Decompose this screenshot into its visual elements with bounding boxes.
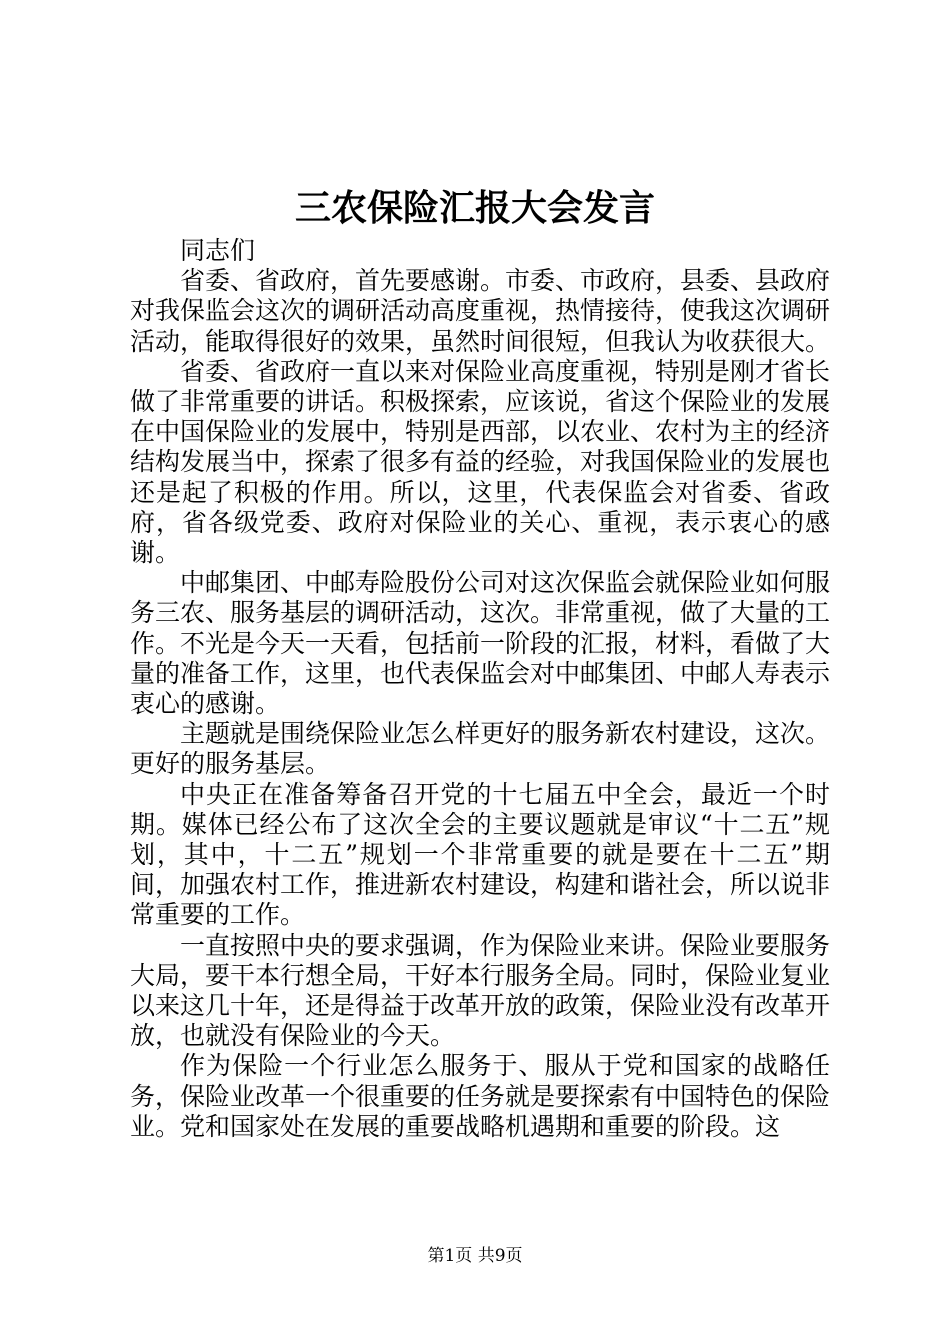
page-number-footer: 第1页 共9页 — [427, 1246, 523, 1266]
paragraph-salutation: 同志们 — [180, 236, 256, 265]
paragraph: 省委、省政府一直以来对保险业高度重视，特别是刚才省长做了非常重要的讲话。积极探索，应该说，省这个保险业的发展在中国保险业的发展中，特别是西部，以农业、农村为主的经济结构发展当中，探索了很多有益的经验，对我国保险业的发展也还是起了积极的作用。所以，这里，代表保监会对省委、省政府，省各级党委、政府对保险业的关心、重视，表示衷心的感谢。 — [130, 356, 831, 568]
paragraph: 作为保险一个行业怎么服务于、服从于党和国家的战略任务，保险业改革一个很重要的任务就是要探索有中国特色的保险业。党和国家处在发展的重要战略机遇期和重要的阶段。这 — [130, 1051, 831, 1141]
paragraph: 主题就是围绕保险业怎么样更好的服务新农村建设，这次。更好的服务基层。 — [130, 719, 831, 779]
document-body — [130, 236, 830, 1142]
document-title: 三农保险汇报大会发言 — [294, 187, 655, 229]
paragraph: 中央正在准备筹备召开党的十七届五中全会，最近一个时期。媒体已经公布了这次全会的主要议题就是审议“十二五”规划，其中，十二五”规划一个非常重要的就是要在十二五”期间，加强农村工作，推进新农村建设，构建和谐社会，所以说非常重要的工作。 — [130, 779, 831, 930]
paragraph: 一直按照中央的要求强调，作为保险业来讲。保险业要服务大局，要干本行想全局，干好本行服务全局。同时，保险业复业以来这几十年，还是得益于改革开放的政策，保险业没有改革开放，也就没有保险业的今天。 — [130, 930, 831, 1051]
paragraph: 中邮集团、中邮寿险股份公司对这次保监会就保险业如何服务三农、服务基层的调研活动，这次。非常重视，做了大量的工作。不光是今天一天看，包括前一阶段的汇报，材料，看做了大量的准备工作，这里，也代表保监会对中邮集团、中邮人寿表示衷心的感谢。 — [130, 568, 831, 719]
paragraph: 省委、省政府，首先要感谢。市委、市政府，县委、县政府对我保监会这次的调研活动高度重视，热情接待，使我这次调研活动，能取得很好的效果，虽然时间很短，但我认为收获很大。 — [130, 266, 831, 356]
